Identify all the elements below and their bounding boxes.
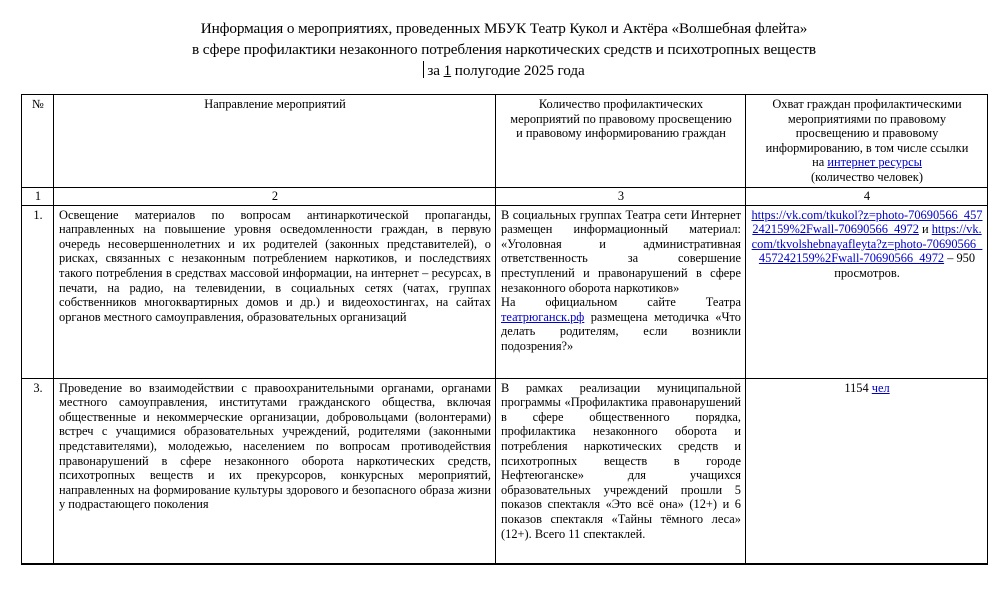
header-quantity-line-2: мероприятий по правовому просвещению: [510, 111, 732, 126]
row-quantity-suffix: размещена методичка «Что делать родителям, если возникли подозрения?»: [501, 309, 741, 353]
coverage-unit: чел: [871, 380, 890, 395]
column-number-row: [22, 188, 988, 206]
row-number: 3.: [22, 378, 54, 564]
table-row: [22, 205, 988, 378]
title-period-number: 1: [443, 62, 452, 79]
row-quantity: [496, 205, 746, 378]
title-line-2: в сфере профилактики незаконного потребления наркотических средств и психотропных веществ: [192, 41, 816, 58]
coverage-conjunction: и: [918, 222, 932, 237]
header-cell-quantity: [496, 95, 746, 188]
coverage-count: 1154: [844, 380, 872, 395]
row-direction: Проведение во взаимодействии с правоохранительными органами, органами местного самоуправления, институтами гражданского общества, включая общественные и некоммерческие организации, добровольцами (волонтерами) встреч с учащимися образовательных учреждений, родителями (законными представителями), молодежью, населением по вопросам противодействия правонарушений в сфере незаконного оборота наркотических средств, психотропных веществ и их прекурсоров, конкурсных мероприятий, направленных на формирование культуры здорового и безопасного образа жизни у подрастающего поколения: [54, 378, 496, 564]
column-number-3: 3: [496, 188, 746, 206]
title-line-1: Информация о мероприятиях, проведенных МБУК Театр Кукол и Актёра «Волшебная флейта»: [200, 20, 808, 37]
header-coverage-line-3: просвещению и правовому: [795, 126, 939, 141]
header-cell-coverage: [746, 95, 988, 188]
row-number: 1.: [22, 205, 54, 378]
document-title: [0, 0, 1008, 81]
header-coverage-line-2: мероприятиями по правовому: [787, 111, 947, 126]
events-table: [21, 94, 988, 565]
row-quantity-text-part2: [501, 295, 741, 353]
header-coverage-line-4: информированию, в том числе ссылки: [765, 140, 969, 155]
header-coverage-line-6: (количество человек): [811, 169, 923, 184]
vk-volshebnayafleyta-link[interactable]: https://vk.com/tkvolshebnayafleyta?z=photo-70690566_457242159%2Fwall-70690566_4972: [751, 222, 983, 266]
header-coverage-line-5: [751, 155, 983, 170]
column-number-4: 4: [746, 188, 988, 206]
row-quantity-text-part1: В социальных группах Театра сети Интернет размещен информационный материал: «Уголовная и административная ответственность за совершение преступлений и правонарушений в сфере незаконного оборота наркотиков»: [501, 207, 741, 295]
header-coverage-prefix: на: [812, 155, 828, 170]
internet-resources-link[interactable]: интернет ресурсы: [827, 155, 922, 170]
row-coverage: [746, 205, 988, 378]
table-header-row: [22, 95, 988, 188]
column-number-2: 2: [54, 188, 496, 206]
table-row: [22, 378, 988, 564]
header-quantity-line-3: и правовому информированию граждан: [516, 126, 726, 141]
theatre-site-link[interactable]: театрюганск.рф: [501, 309, 585, 324]
header-cell-direction: Направление мероприятий: [54, 95, 496, 188]
row-direction: Освещение материалов по вопросам антинаркотической пропаганды, направленных на повышение уровня осведомленности граждан, в первую очередь несовершеннолетних и их родителей (законных представителей), о рисках, связанных с незаконным потреблением наркотиков, и последствиях такого потребления в средствах массовой информации, на интернет – ресурсах, в печати, на радио, на телевидении, в социальных сетях (чатах, группах собственников многоквартирных домов и др.) и видеохостингах, на сайтах органов местного самоуправления, образовательных организаций: [54, 205, 496, 378]
row-quantity: В рамках реализации муниципальной программы «Профилактика правонарушений в сфере общественного порядка, профилактика незаконного оборота и потребления наркотических средств и психотропных веществ в городе Нефтеюганске» для учащихся образовательных учреждений прошли 5 показов спектакля «Это всё она» (12+) и 6 показов спектакля «Тайны тёмного леса» (12+). Всего 11 спектаклей.: [496, 378, 746, 564]
header-cell-number: №: [22, 95, 54, 188]
vk-tkukol-link[interactable]: https://vk.com/tkukol?z=photo-70690566_457242159%2Fwall-70690566_4972: [751, 207, 983, 237]
title-line-3: [0, 60, 1008, 81]
text-caret: [423, 61, 424, 78]
row-quantity-prefix: На официальном сайте Театра: [501, 295, 741, 310]
row-coverage: [746, 378, 988, 564]
coverage-views-suffix: – 950 просмотров.: [834, 251, 976, 280]
header-coverage-line-1: Охват граждан профилактическими: [772, 97, 962, 111]
title-period-suffix: полугодие 2025 года: [451, 62, 585, 79]
title-period-prefix: за: [427, 62, 444, 79]
header-quantity-line-1: Количество профилактических: [538, 97, 704, 111]
column-number-1: 1: [22, 188, 54, 206]
